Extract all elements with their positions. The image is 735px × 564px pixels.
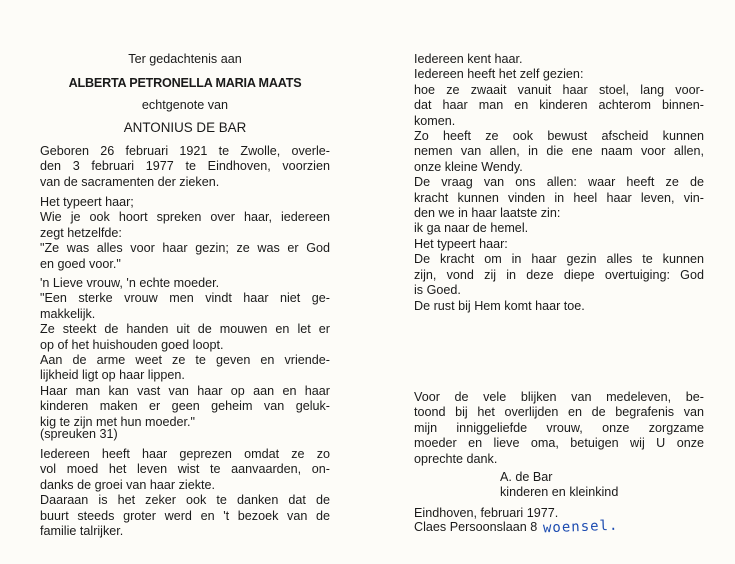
text-line: kig te zijn met hun moeder." <box>40 414 195 429</box>
text-line: "Een sterke vrouw men vindt haar niet ge- <box>40 291 330 306</box>
text-line: den 3 februari 1977 te Eindhoven, voorzien <box>40 159 330 174</box>
text-line: familie talrijker. <box>40 524 124 539</box>
deceased-name: ALBERTA PETRONELLA MARIA MAATS <box>68 76 302 90</box>
text-line: Iedereen kent haar. <box>414 52 523 66</box>
text-line: dat haar man en kinderen achterom binnen- <box>414 98 704 113</box>
text-line: van de sacramenten der zieken. <box>40 174 220 189</box>
text-line: is Goed. <box>414 283 461 298</box>
text-line: Haar man kan vast van haar op aan en haar <box>40 383 330 398</box>
text-line: mijn inniggeliefde vrouw, onze zorgzame <box>414 420 704 435</box>
text-line: Iedereen heeft het zelf gezien: <box>414 67 584 82</box>
birth-paragraph <box>40 144 330 190</box>
text-line: moeder en lieve oma, betuigen wij U onze <box>414 436 704 451</box>
spouse-intro: echtgenote van <box>141 98 229 112</box>
text-line: komen. <box>414 113 456 128</box>
text-line: De rust bij Hem komt haar toe. <box>414 298 585 313</box>
place-date: Eindhoven, februari 1977. <box>414 506 559 520</box>
address-line <box>414 517 704 537</box>
signature-block <box>500 470 710 501</box>
text-line: en goed voor." <box>40 256 121 271</box>
thanks-paragraph <box>414 390 704 467</box>
text-line: toond bij het overlijden en de begrafenis van <box>414 405 704 420</box>
text-line: kinderen maken er geen geheim van geluk- <box>40 399 330 414</box>
spouse-name: ANTONIUS DE BAR <box>123 120 247 135</box>
text-line: De vraag van ons allen: waar heeft ze de <box>414 175 704 190</box>
text-line: Het typeert haar; <box>40 195 134 209</box>
text-line: Zo heeft ze ook bewust afscheid kunnen <box>414 129 704 144</box>
text-line: nemen van allen, in die ene naam voor allen, <box>414 144 704 159</box>
text-line: danks de groei van haar ziekte. <box>40 477 216 492</box>
text-line: Voor de vele blijken van medeleven, be- <box>414 390 704 404</box>
text-line: Wie je ook hoort spreken over haar, iedereen <box>40 210 330 225</box>
text-line: oprechte dank. <box>414 451 498 466</box>
address: Claes Persoonslaan 8 <box>414 520 538 534</box>
signature-family: kinderen en kleinkind <box>500 485 619 500</box>
text-line: ik ga naar de hemel. <box>414 221 529 236</box>
paragraph-1 <box>40 195 330 272</box>
paragraph-2 <box>40 276 330 430</box>
text-line: Geboren 26 februari 1921 te Zwolle, overle- <box>40 144 330 158</box>
signature-name: A. de Bar <box>500 470 553 484</box>
text-line: De kracht om in haar gezin alles te kunnen <box>414 252 704 267</box>
right-paragraph-1 <box>414 52 704 314</box>
text-line: 'n Lieve vrouw, 'n echte moeder. <box>40 276 220 290</box>
scripture-reference: (spreuken 31) <box>40 427 118 441</box>
text-line: zijn, vond zij in deze diepe overtuiging: God <box>414 267 704 282</box>
intro-text: Ter gedachtenis aan <box>128 52 242 66</box>
text-line: Daaraan is het zeker ook te danken dat de <box>40 493 330 508</box>
text-line: hoe ze zwaait vanuit haar stoel, lang voor- <box>414 82 704 97</box>
text-line: vol moed het leven wist te aanvaarden, on- <box>40 462 330 477</box>
text-line: Het typeert haar: <box>414 236 508 251</box>
text-line: kracht kunnen vinden in heel haar leven, vin- <box>414 190 704 205</box>
text-line: Iedereen heeft haar geprezen omdat ze zo <box>40 447 330 461</box>
text-line: den we in haar laatste zin: <box>414 206 561 221</box>
text-line: Ze steekt de handen uit de mouwen en let er <box>40 322 330 337</box>
paragraph-3 <box>40 447 330 539</box>
text-line: buurt steeds groter werd en 't bezoek van de <box>40 508 330 523</box>
text-line: op of het huishouden goed loopt. <box>40 337 224 352</box>
text-line: onze kleine Wendy. <box>414 159 523 174</box>
text-line: "Ze was alles voor haar gezin; ze was er God <box>40 241 330 256</box>
text-line: makkelijk. <box>40 306 96 321</box>
text-line: lijkheid ligt op haar lippen. <box>40 368 185 383</box>
text-line: Aan de arme weet ze te geven en vriende- <box>40 353 330 368</box>
text-line: zegt hetzelfde: <box>40 225 122 240</box>
handwritten-note: woensel. <box>542 517 619 537</box>
